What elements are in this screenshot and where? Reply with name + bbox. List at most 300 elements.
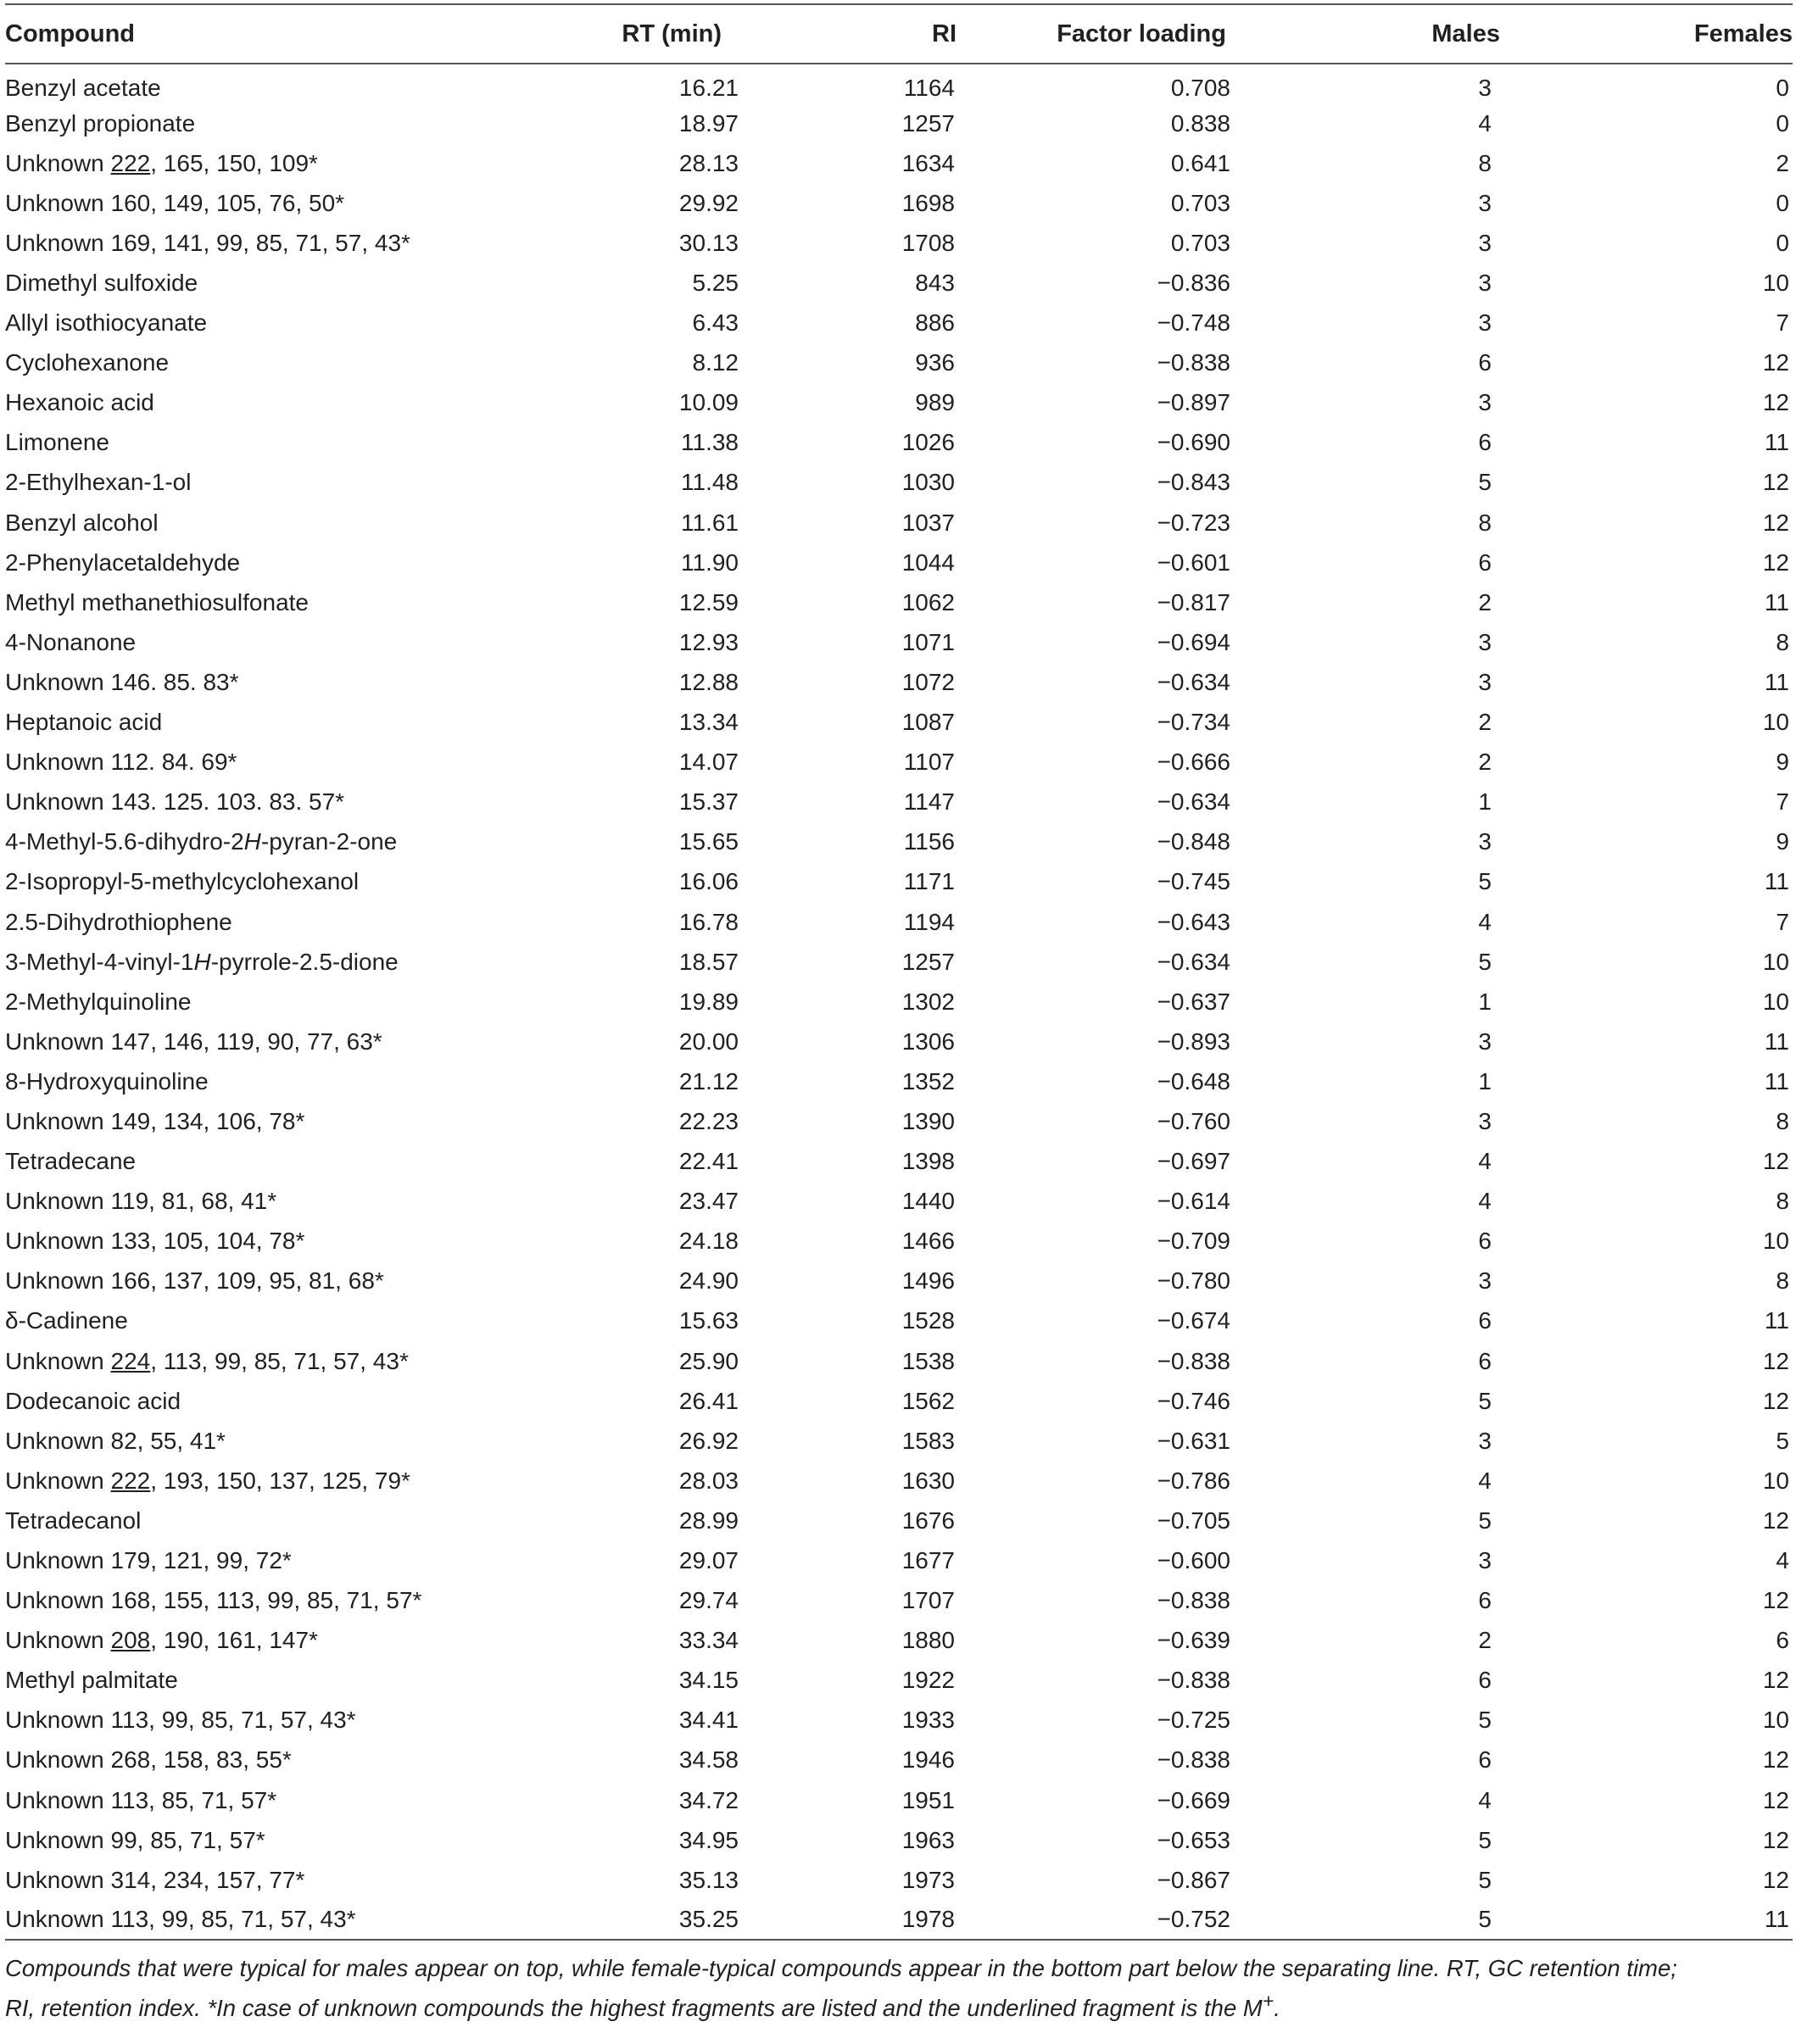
cell-ri: 1030 [901, 469, 955, 496]
cell-factor-loading: −0.634 [1157, 788, 1230, 816]
cell-males: 5 [1478, 469, 1492, 496]
table-row [5, 1182, 1793, 1222]
table-row [5, 383, 1793, 423]
compound-part: 3-Methyl-4-vinyl-1 [5, 948, 194, 975]
header-rt: RT (min) [548, 4, 836, 64]
cell-males: 3 [1478, 309, 1492, 337]
cell-compound: Benzyl alcohol [5, 509, 159, 536]
cell-compound: 2-Phenylacetaldehyde [5, 549, 241, 576]
cell-rt: 34.15 [678, 1667, 739, 1694]
cell-males: 3 [1478, 628, 1492, 655]
cell-males: 6 [1478, 1667, 1492, 1694]
cell-factor-loading: −0.780 [1157, 1267, 1230, 1295]
table-row [5, 423, 1793, 463]
cell-compound: Dodecanoic acid [5, 1387, 181, 1414]
cell-females: 8 [1776, 628, 1789, 655]
cell-females: 12 [1762, 469, 1789, 496]
table-row [5, 463, 1793, 503]
cell-rt: 16.06 [678, 868, 739, 895]
cell-compound: Unknown 147, 146, 119, 90, 77, 63* [5, 1028, 382, 1055]
cell-factor-loading: −0.634 [1157, 948, 1230, 975]
cell-compound: Unknown 82, 55, 41* [5, 1427, 226, 1454]
cell-ri: 989 [915, 389, 955, 416]
cell-factor-loading: −0.614 [1157, 1188, 1230, 1215]
cell-rt: 12.88 [678, 668, 739, 695]
cell-compound: Unknown 119, 81, 68, 41* [5, 1188, 277, 1215]
cell-females: 10 [1762, 270, 1789, 297]
table-row [5, 304, 1793, 343]
cell-ri: 1257 [901, 109, 955, 136]
table-row [5, 1740, 1793, 1780]
cell-ri: 1707 [901, 1587, 955, 1614]
table-row [5, 1820, 1793, 1860]
cell-rt: 18.97 [678, 109, 739, 136]
cell-ri: 1634 [901, 149, 955, 176]
table-row [5, 1061, 1793, 1101]
cell-females: 12 [1762, 349, 1789, 376]
cell-females: 5 [1776, 1427, 1789, 1454]
cell-factor-loading: −0.838 [1157, 349, 1230, 376]
cell-males: 4 [1478, 1188, 1492, 1215]
cell-factor-loading: −0.709 [1157, 1228, 1230, 1255]
header-compound: Compound [5, 4, 548, 64]
cell-rt: 15.37 [678, 788, 739, 816]
cell-factor-loading: −0.745 [1157, 868, 1230, 895]
compound-part: Unknown [5, 149, 111, 176]
cell-rt: 24.90 [678, 1267, 739, 1295]
cell-factor-loading: −0.760 [1157, 1107, 1230, 1134]
compound-part: Unknown [5, 1627, 111, 1654]
cell-females: 12 [1762, 509, 1789, 536]
footnote-line-1: Compounds that were typical for males appear on top, while female-typical compounds appear in the bottom part below the separating line. RT, GC retention time; [5, 1955, 1677, 1982]
table-row [5, 223, 1793, 263]
footnote-end: . [1274, 1995, 1280, 2022]
cell-compound: Unknown 146. 85. 83* [5, 668, 239, 695]
cell-males: 4 [1478, 908, 1492, 935]
table-row [5, 822, 1793, 862]
cell-compound: Benzyl acetate [5, 75, 161, 102]
table-row [5, 662, 1793, 702]
cell-females: 12 [1762, 389, 1789, 416]
cell-males: 6 [1478, 1307, 1492, 1334]
cell-males: 4 [1478, 1467, 1492, 1494]
cell-rt: 28.13 [678, 149, 739, 176]
cell-males: 6 [1478, 1746, 1492, 1774]
cell-ri: 1963 [901, 1826, 955, 1853]
cell-factor-loading: −0.838 [1157, 1587, 1230, 1614]
cell-compound: Tetradecane [5, 1148, 137, 1175]
table-row [5, 703, 1793, 743]
cell-compound: Tetradecanol [5, 1507, 142, 1534]
cell-males: 3 [1478, 270, 1492, 297]
cell-compound: Allyl isothiocyanate [5, 309, 208, 337]
cell-compound: δ-Cadinene [5, 1307, 128, 1334]
cell-males: 8 [1478, 149, 1492, 176]
compound-part: , 113, 99, 85, 71, 57, 43* [150, 1347, 409, 1374]
cell-factor-loading: −0.600 [1157, 1547, 1230, 1574]
cell-males: 3 [1478, 1547, 1492, 1574]
cell-males: 6 [1478, 549, 1492, 576]
cell-factor-loading: −0.725 [1157, 1707, 1230, 1734]
cell-females: 0 [1776, 229, 1789, 256]
cell-compound: Unknown 113, 99, 85, 71, 57, 43* [5, 1900, 548, 1940]
cell-ri: 1677 [901, 1547, 955, 1574]
footnote-superscript: + [1262, 1990, 1274, 2013]
cell-males: 1 [1478, 1067, 1492, 1094]
cell-rt: 33.34 [678, 1627, 739, 1654]
cell-ri: 1946 [901, 1746, 955, 1774]
cell-rt: 10.09 [678, 389, 739, 416]
table-row [5, 1540, 1793, 1580]
cell-compound: Unknown 143. 125. 103. 83. 57* [5, 788, 345, 816]
cell-ri: 1698 [901, 189, 955, 216]
cell-males: 5 [1478, 1707, 1492, 1734]
document [5, 3, 1793, 2025]
cell-males: 5 [1328, 1900, 1564, 1940]
cell-ri: 1171 [903, 868, 955, 895]
cell-factor-loading: 0.703 [1170, 229, 1230, 256]
cell-ri: 1978 [836, 1900, 997, 1940]
cell-factor-loading: −0.867 [1157, 1866, 1230, 1893]
table-row [5, 1142, 1793, 1182]
cell-males: 5 [1478, 1826, 1492, 1853]
cell-factor-loading: −0.666 [1157, 749, 1230, 776]
cell-factor-loading: −0.674 [1157, 1307, 1230, 1334]
cell-rt: 18.57 [678, 948, 739, 975]
table-row [5, 503, 1793, 543]
table-header [5, 4, 1793, 64]
compound-part: 222 [110, 149, 151, 176]
cell-ri: 1880 [901, 1627, 955, 1654]
cell-rt: 22.41 [678, 1148, 739, 1175]
cell-females: 12 [1762, 1148, 1789, 1175]
cell-females: 12 [1762, 1507, 1789, 1534]
cell-compound: Limonene [5, 429, 109, 456]
cell-factor-loading: 0.641 [1170, 149, 1230, 176]
cell-males: 2 [1478, 1627, 1492, 1654]
cell-compound: Hexanoic acid [5, 389, 154, 416]
table-row [5, 1341, 1793, 1381]
cell-compound: Unknown 169, 141, 99, 85, 71, 57, 43* [5, 229, 410, 256]
cell-ri: 1194 [903, 908, 955, 935]
cell-factor-loading: −0.690 [1157, 429, 1230, 456]
table-row [5, 1701, 1793, 1740]
cell-compound: Unknown 268, 158, 83, 55* [5, 1746, 292, 1774]
footnote-line-2: RI, retention index. *In case of unknown compounds the highest fragments are listed and the underlined fragment is the M [5, 1995, 1263, 2022]
cell-females: 10 [1762, 1228, 1789, 1255]
cell-males: 5 [1478, 868, 1492, 895]
table-row [5, 143, 1793, 183]
cell-males: 2 [1478, 709, 1492, 736]
table-row [5, 1381, 1793, 1421]
cell-factor-loading: −0.601 [1157, 549, 1230, 576]
cell-factor-loading: −0.838 [1157, 1667, 1230, 1694]
table-row [5, 1501, 1793, 1540]
cell-rt: 14.07 [678, 749, 739, 776]
cell-factor-loading: −0.694 [1157, 628, 1230, 655]
cell-ri: 936 [915, 349, 955, 376]
cell-ri: 1156 [903, 828, 955, 855]
header-factor-loading: Factor loading [997, 4, 1328, 64]
cell-females: 7 [1776, 788, 1789, 816]
cell-factor-loading: −0.836 [1157, 270, 1230, 297]
cell-compound: Methyl palmitate [5, 1667, 178, 1694]
table-row [5, 64, 1793, 103]
cell-rt: 16.21 [678, 75, 739, 102]
cell-factor-loading: −0.848 [1157, 828, 1230, 855]
cell-rt: 16.78 [678, 908, 739, 935]
cell-rt: 29.74 [678, 1587, 739, 1614]
cell-rt: 26.41 [678, 1387, 739, 1414]
table-row [5, 543, 1793, 582]
table-row [5, 1261, 1793, 1301]
cell-rt: 21.12 [678, 1067, 739, 1094]
cell-compound [5, 822, 548, 862]
cell-rt: 12.59 [678, 588, 739, 615]
cell-ri: 1071 [901, 628, 955, 655]
table-row [5, 783, 1793, 822]
cell-ri: 1044 [901, 549, 955, 576]
cell-females: 0 [1776, 109, 1789, 136]
cell-factor-loading: −0.748 [1157, 309, 1230, 337]
cell-males: 6 [1478, 1587, 1492, 1614]
cell-females: 12 [1762, 1746, 1789, 1774]
cell-males: 2 [1478, 588, 1492, 615]
cell-females: 12 [1762, 1786, 1789, 1813]
cell-factor-loading: −0.843 [1157, 469, 1230, 496]
compound-part: -pyrrole-2.5-dione [210, 948, 399, 975]
cell-females: 11 [1764, 429, 1789, 456]
cell-males: 4 [1478, 1786, 1492, 1813]
cell-females: 11 [1564, 1900, 1793, 1940]
table-row [5, 343, 1793, 383]
compound-part: Unknown [5, 1467, 111, 1494]
cell-females: 8 [1776, 1107, 1789, 1134]
cell-ri: 1973 [901, 1866, 955, 1893]
cell-compound: Unknown 179, 121, 99, 72* [5, 1547, 292, 1574]
cell-females: 11 [1764, 668, 1789, 695]
table-row [5, 582, 1793, 622]
cell-compound: 8-Hydroxyquinoline [5, 1067, 209, 1094]
table-row [5, 1621, 1793, 1661]
table-row [5, 1101, 1793, 1141]
cell-compound: Unknown 112. 84. 69* [5, 749, 237, 776]
cell-rt: 22.23 [678, 1107, 739, 1134]
cell-rt: 11.61 [681, 509, 739, 536]
cell-ri: 1538 [901, 1347, 955, 1374]
table-row [5, 902, 1793, 942]
cell-males: 3 [1478, 189, 1492, 216]
cell-factor-loading: −0.893 [1157, 1028, 1230, 1055]
cell-ri: 1164 [903, 75, 955, 102]
cell-ri: 1630 [901, 1467, 955, 1494]
table-row [5, 982, 1793, 1022]
cell-factor-loading: −0.637 [1157, 988, 1230, 1015]
cell-rt: 23.47 [678, 1188, 739, 1215]
cell-rt: 25.90 [678, 1347, 739, 1374]
cell-compound: Unknown 113, 99, 85, 71, 57, 43* [5, 1707, 356, 1734]
cell-males: 3 [1478, 229, 1492, 256]
cell-ri: 1087 [901, 709, 955, 736]
cell-compound: Unknown 113, 85, 71, 57* [5, 1786, 277, 1813]
compound-part: 208 [110, 1627, 151, 1654]
cell-compound [5, 1341, 548, 1381]
cell-females: 12 [1762, 1667, 1789, 1694]
cell-factor-loading: −0.786 [1157, 1467, 1230, 1494]
cell-factor-loading: −0.639 [1157, 1627, 1230, 1654]
cell-rt: 20.00 [678, 1028, 739, 1055]
cell-compound: 4-Nonanone [5, 628, 137, 655]
cell-females: 12 [1762, 1866, 1789, 1893]
cell-males: 1 [1478, 788, 1492, 816]
cell-males: 6 [1478, 1347, 1492, 1374]
cell-factor-loading: −0.634 [1157, 668, 1230, 695]
cell-rt: 11.38 [681, 429, 739, 456]
cell-males: 8 [1478, 509, 1492, 536]
cell-females: 12 [1762, 549, 1789, 576]
cell-rt: 19.89 [678, 988, 739, 1015]
cell-ri: 1062 [901, 588, 955, 615]
cell-females: 0 [1776, 189, 1789, 216]
cell-males: 3 [1478, 1427, 1492, 1454]
cell-ri: 1708 [901, 229, 955, 256]
table-row [5, 263, 1793, 303]
table-row [5, 942, 1793, 982]
cell-ri: 1072 [901, 668, 955, 695]
cell-females: 10 [1762, 1707, 1789, 1734]
cell-factor-loading: −0.838 [1157, 1746, 1230, 1774]
cell-ri: 1352 [901, 1067, 955, 1094]
cell-rt: 11.48 [681, 469, 739, 496]
cell-compound: Unknown 160, 149, 105, 76, 50* [5, 189, 345, 216]
cell-rt: 12.93 [678, 628, 739, 655]
cell-ri: 1257 [901, 948, 955, 975]
cell-ri: 1037 [901, 509, 955, 536]
cell-females: 11 [1764, 588, 1789, 615]
cell-females: 0 [1776, 75, 1789, 102]
cell-factor-loading: −0.643 [1157, 908, 1230, 935]
cell-compound: 2-Isopropyl-5-methylcyclohexanol [5, 868, 360, 895]
cell-males: 6 [1478, 349, 1492, 376]
cell-compound: Unknown 149, 134, 106, 78* [5, 1107, 305, 1134]
table-row [5, 743, 1793, 783]
cell-ri: 1562 [901, 1387, 955, 1414]
cell-rt: 15.65 [678, 828, 739, 855]
cell-factor-loading: −0.838 [1157, 1347, 1230, 1374]
cell-males: 4 [1478, 1148, 1492, 1175]
cell-females: 11 [1764, 1307, 1789, 1334]
cell-males: 3 [1478, 668, 1492, 695]
cell-rt: 30.13 [678, 229, 739, 256]
cell-rt: 8.12 [692, 349, 739, 376]
compound-part: , 165, 150, 109* [150, 149, 318, 176]
cell-males: 6 [1478, 1228, 1492, 1255]
cell-rt: 28.03 [678, 1467, 739, 1494]
cell-factor-loading: −0.752 [997, 1900, 1328, 1940]
cell-rt: 34.41 [678, 1707, 739, 1734]
cell-ri: 886 [915, 309, 955, 337]
cell-compound: Unknown 168, 155, 113, 99, 85, 71, 57* [5, 1587, 422, 1614]
cell-females: 11 [1764, 1028, 1789, 1055]
cell-factor-loading: −0.734 [1157, 709, 1230, 736]
cell-ri: 1466 [901, 1228, 955, 1255]
cell-ri: 1922 [901, 1667, 955, 1694]
cell-males: 2 [1478, 749, 1492, 776]
cell-males: 4 [1478, 109, 1492, 136]
cell-factor-loading: −0.817 [1157, 588, 1230, 615]
cell-rt: 26.92 [678, 1427, 739, 1454]
cell-factor-loading: −0.723 [1157, 509, 1230, 536]
cell-males: 3 [1478, 389, 1492, 416]
header-females: Females [1564, 4, 1793, 64]
cell-males: 5 [1478, 1387, 1492, 1414]
cell-compound: 2-Ethylhexan-1-ol [5, 469, 192, 496]
cell-factor-loading: −0.669 [1157, 1786, 1230, 1813]
table-row [5, 1022, 1793, 1061]
cell-ri: 1528 [901, 1307, 955, 1334]
cell-males: 3 [1478, 75, 1492, 102]
compound-part: , 193, 150, 137, 125, 79* [150, 1467, 410, 1494]
table-row [5, 183, 1793, 223]
cell-compound: Methyl methanethiosulfonate [5, 588, 309, 615]
cell-rt: 5.25 [692, 270, 739, 297]
cell-males: 1 [1478, 988, 1492, 1015]
cell-males: 6 [1478, 429, 1492, 456]
table-body [5, 64, 1793, 1940]
cell-compound: Unknown 166, 137, 109, 95, 81, 68* [5, 1267, 384, 1295]
cell-ri: 1440 [901, 1188, 955, 1215]
table-row [5, 1661, 1793, 1701]
compound-part: , 190, 161, 147* [150, 1627, 318, 1654]
cell-females: 10 [1762, 1467, 1789, 1494]
cell-rt: 35.13 [678, 1866, 739, 1893]
table-row [5, 622, 1793, 662]
cell-ri: 1147 [903, 788, 955, 816]
compound-part: H [243, 828, 261, 855]
cell-compound: Unknown 314, 234, 157, 77* [5, 1866, 305, 1893]
table-row [5, 1860, 1793, 1900]
cell-factor-loading: −0.897 [1157, 389, 1230, 416]
cell-ri: 1306 [901, 1028, 955, 1055]
cell-rt: 34.58 [678, 1746, 739, 1774]
cell-females: 11 [1764, 1067, 1789, 1094]
cell-males: 5 [1478, 1507, 1492, 1534]
cell-males: 5 [1478, 1866, 1492, 1893]
cell-females: 7 [1776, 908, 1789, 935]
compound-part: Unknown [5, 1347, 111, 1374]
cell-ri: 1026 [901, 429, 955, 456]
cell-rt: 11.90 [681, 549, 739, 576]
table-row [5, 1900, 1793, 1940]
table-row [5, 1421, 1793, 1461]
compound-part: 224 [110, 1347, 151, 1374]
compound-part: 4-Methyl-5.6-dihydro-2 [5, 828, 244, 855]
cell-rt: 29.07 [678, 1547, 739, 1574]
cell-rt: 13.34 [678, 709, 739, 736]
cell-factor-loading: −0.648 [1157, 1067, 1230, 1094]
cell-females: 10 [1762, 988, 1789, 1015]
cell-compound: Unknown 133, 105, 104, 78* [5, 1228, 305, 1255]
cell-compound: 2-Methylquinoline [5, 988, 192, 1015]
cell-factor-loading: 0.703 [1170, 189, 1230, 216]
table-row [5, 1581, 1793, 1621]
compound-table [5, 3, 1793, 1941]
cell-males: 3 [1478, 1107, 1492, 1134]
cell-males: 3 [1478, 1028, 1492, 1055]
cell-rt: 6.43 [692, 309, 739, 337]
cell-ri: 1933 [901, 1707, 955, 1734]
header-ri: RI [836, 4, 997, 64]
